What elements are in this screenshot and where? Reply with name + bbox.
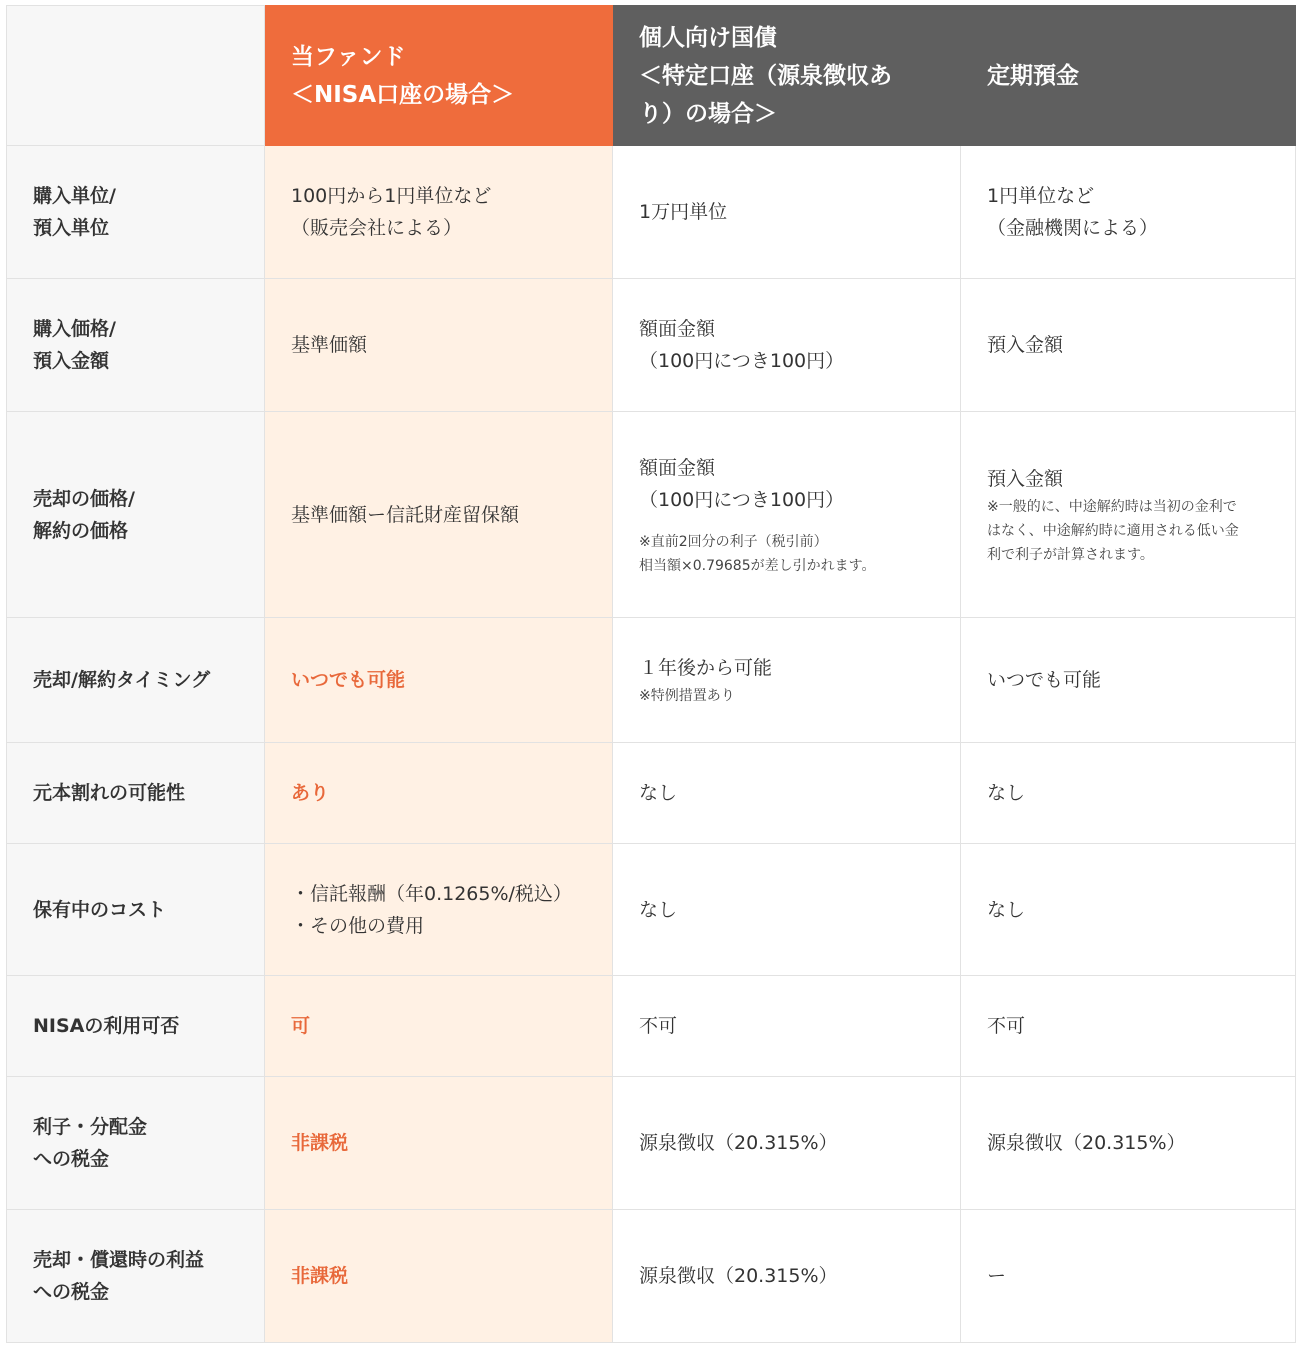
header-jgb-line: り）の場合＞ <box>639 100 777 127</box>
deposit-cell <box>961 1210 1296 1343</box>
fund-cell-line: 基準価額 <box>291 334 368 356</box>
jgb-cell <box>613 976 961 1077</box>
fund-cell <box>265 412 613 618</box>
deposit-cell <box>961 412 1296 618</box>
fund-cell-line: あり <box>291 782 330 804</box>
deposit-cell-line: 預入金額 <box>987 467 1064 490</box>
jgb-cell <box>613 1210 961 1343</box>
fund-cell <box>265 844 613 976</box>
jgb-cell-line: 額面金額 <box>639 318 716 340</box>
row-label-line: 利子・分配金 <box>33 1116 148 1138</box>
fund-cell-line: 100円から1円単位など <box>291 185 492 207</box>
table-row <box>7 1210 1296 1343</box>
deposit-cell-line: なし <box>987 898 1026 921</box>
deposit-cell-line: （金融機関による） <box>987 217 1159 239</box>
fund-cell-line: （販売会社による） <box>291 217 463 239</box>
header-jgb-line: 個人向け国債 <box>639 24 777 51</box>
header-jgb <box>613 6 961 146</box>
jgb-cell <box>613 1077 961 1210</box>
deposit-cell <box>961 146 1296 279</box>
deposit-cell-line: 1円単位など <box>987 185 1095 207</box>
deposit-cell-line: なし <box>987 782 1026 804</box>
row-label <box>7 1210 265 1343</box>
jgb-cell <box>613 743 961 844</box>
row-label <box>7 412 265 618</box>
table-row <box>7 146 1296 279</box>
deposit-note-line: 利で利子が計算されます。 <box>987 546 1154 563</box>
row-label <box>7 146 265 279</box>
fund-cell <box>265 618 613 743</box>
row-label <box>7 976 265 1077</box>
jgb-cell-line: 1万円単位 <box>639 201 728 223</box>
header-deposit <box>961 6 1296 146</box>
jgb-cell-line: （100円につき100円） <box>639 488 845 511</box>
header-jgb-line: ＜特定口座（源泉徴収あ <box>639 62 892 89</box>
fund-cell <box>265 1077 613 1210</box>
fund-cell <box>265 743 613 844</box>
jgb-cell-line: 額面金額 <box>639 456 716 479</box>
jgb-note-line: 相当額×0.79685が差し引かれます。 <box>639 557 876 574</box>
fund-cell <box>265 1210 613 1343</box>
row-label-line: への税金 <box>33 1281 110 1303</box>
deposit-cell <box>961 618 1296 743</box>
row-label <box>7 1077 265 1210</box>
row-label <box>7 279 265 412</box>
deposit-cell-line: 源泉徴収（20.315%） <box>987 1132 1186 1154</box>
fund-cell-line: いつでも可能 <box>291 669 406 691</box>
deposit-cell-line: 不可 <box>987 1015 1026 1037</box>
jgb-cell-line: なし <box>639 898 678 921</box>
row-label-line: への税金 <box>33 1148 110 1170</box>
fund-cell <box>265 146 613 279</box>
row-label-line: 元本割れの可能性 <box>33 782 186 804</box>
row-label-line: 購入価格/ <box>33 318 116 340</box>
jgb-cell-line: 源泉徴収（20.315%） <box>639 1132 838 1154</box>
row-label-line: 解約の価格 <box>33 519 129 542</box>
header-fund-line: ＜NISA口座の場合＞ <box>291 81 515 108</box>
row-label-line: 売却/解約タイミング <box>33 669 211 691</box>
fund-cell <box>265 279 613 412</box>
row-label-line: NISAの利用可否 <box>33 1015 180 1037</box>
deposit-cell <box>961 976 1296 1077</box>
jgb-cell-line: 不可 <box>639 1015 678 1037</box>
jgb-cell-line: なし <box>639 782 678 804</box>
comparison-table <box>6 5 1296 1343</box>
jgb-note-line: ※特例措置あり <box>639 688 735 704</box>
table-row <box>7 743 1296 844</box>
deposit-cell-line: ー <box>987 1265 1007 1287</box>
jgb-cell <box>613 844 961 976</box>
jgb-cell <box>613 279 961 412</box>
deposit-cell <box>961 743 1296 844</box>
row-label <box>7 618 265 743</box>
table-row <box>7 976 1296 1077</box>
fund-cell-line: 非課税 <box>291 1132 349 1154</box>
deposit-cell <box>961 279 1296 412</box>
row-label-line: 預入単位 <box>33 217 110 239</box>
jgb-cell-line: （100円につき100円） <box>639 350 845 372</box>
row-label-line: 預入金額 <box>33 350 110 372</box>
header-row <box>7 6 1296 146</box>
row-label <box>7 743 265 844</box>
jgb-cell-line: 源泉徴収（20.315%） <box>639 1265 838 1287</box>
table-row <box>7 1077 1296 1210</box>
fund-cell <box>265 976 613 1077</box>
row-label-line: 売却の価格/ <box>33 487 135 510</box>
jgb-cell-line: １年後から可能 <box>639 657 773 679</box>
table-row <box>7 412 1296 618</box>
jgb-cell <box>613 146 961 279</box>
deposit-note-line: ※一般的に、中途解約時は当初の金利で <box>987 498 1237 515</box>
jgb-cell <box>613 412 961 618</box>
fund-cell-line: 非課税 <box>291 1265 349 1287</box>
deposit-note-line: はなく、中途解約時に適用される低い金 <box>987 522 1239 539</box>
fund-cell-line: ・信託報酬（年0.1265%/税込） <box>291 882 572 905</box>
header-deposit-line: 定期預金 <box>987 62 1079 89</box>
deposit-cell <box>961 844 1296 976</box>
row-label-line: 購入単位/ <box>33 185 116 207</box>
jgb-note-line: ※直前2回分の利子（税引前） <box>639 533 828 550</box>
deposit-cell-line: 預入金額 <box>987 334 1064 356</box>
deposit-cell-line: いつでも可能 <box>987 669 1102 691</box>
row-label <box>7 844 265 976</box>
table-row <box>7 279 1296 412</box>
table-row <box>7 618 1296 743</box>
header-corner <box>7 6 265 146</box>
row-label-line: 保有中のコスト <box>33 898 167 921</box>
fund-cell-line: 可 <box>291 1015 311 1037</box>
header-fund <box>265 6 613 146</box>
deposit-cell <box>961 1077 1296 1210</box>
fund-cell-line: 基準価額ー信託財産留保額 <box>291 503 520 526</box>
row-label-line: 売却・償還時の利益 <box>33 1249 205 1271</box>
table-row <box>7 844 1296 976</box>
jgb-cell <box>613 618 961 743</box>
fund-cell-line: ・その他の費用 <box>291 914 425 937</box>
header-fund-line: 当ファンド <box>291 43 406 70</box>
